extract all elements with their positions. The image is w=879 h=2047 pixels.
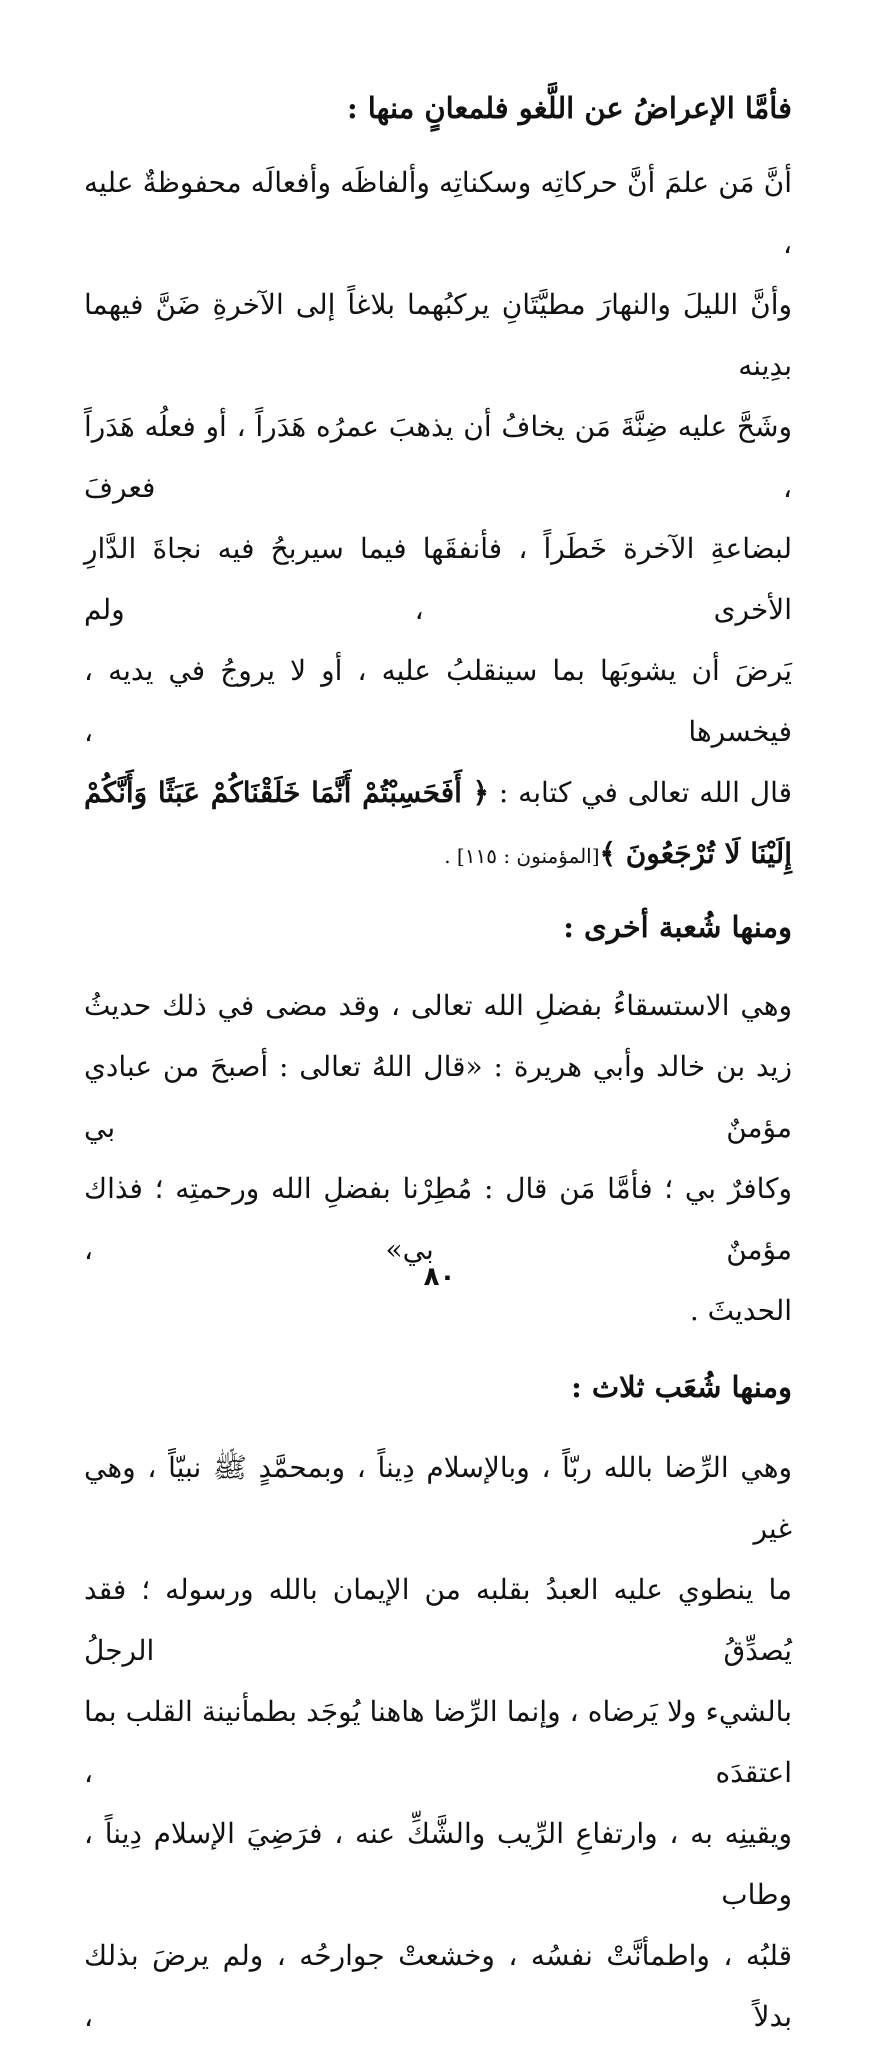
- quran-reference: [المؤمنون : ١١٥] .: [444, 844, 600, 868]
- paragraph-line: أنَّ مَن علمَ أنَّ حركاتِه وسكناتِه وألفاظَه وأفعالَه محفوظةٌ عليه ،: [84, 166, 792, 260]
- paragraph-line: يَرضَ أن يشوبَها بما سينقلبُ عليه ، أو لا يروجُ في يديه ، فيخسرها ،: [84, 654, 792, 748]
- paragraph-line: بالشيء ولا يَرضاه ، وإنما الرِّضا هاهنا يُوجَد بطمأنينة القلب بما اعتقدَه ،: [84, 1695, 792, 1789]
- paragraph-line: وأنَّ الليلَ والنهارَ مطيَّتَانِ يركبُهما بلاغاً إلى الآخرةِ ضَنَّ فيهما بدِينه: [84, 288, 793, 382]
- paragraph-lagho: [84, 152, 792, 887]
- paragraph-line: ويقينِه به ، وارتفاعِ الرِّيب والشَّكِّ عنه ، فرَضِيَ الإسلام دِيناً ، وطاب: [84, 1817, 792, 1911]
- section-heading-istisqa: ومنها شُعبة أخرى :: [563, 910, 792, 944]
- paragraph-line: ما ينطوي عليه العبدُ بقلبه من الإيمان بالله ورسوله ؛ فقد يُصدِّقُ الرجلُ: [84, 1573, 792, 1667]
- page-number: ٨٠: [423, 1262, 456, 1292]
- paragraph-line: الحديثَ .: [689, 1294, 792, 1327]
- paragraph-line: قلبُه ، واطمأنَّتْ نفسُه ، وخشعتْ جوارحُه ، ولم يرضَ بذلك بدلاً ،: [84, 1939, 792, 2033]
- paragraph-rida: [84, 1437, 792, 2047]
- quran-verse: ﴿ أَفَحَسِبْتُمْ أَنَّمَا خَلَقْنَاكُمْ عَبَثًا وَأَنَّكُمْ إِلَيْنَا لَا تُرْجَعُونَ ﴾: [84, 776, 792, 870]
- quran-quote: [84, 762, 792, 887]
- quote-intro: قال الله تعالى في كتابه :: [498, 776, 793, 809]
- paragraph-line: وكافرٌ بي ؛ فأمَّا مَن قال : مُطِرْنا بفضلِ الله ورحمتِه ؛ فذاك مؤمنٌ بي» ،: [84, 1172, 792, 1266]
- paragraph-line: زيد بن خالد وأبي هريرة : «قال اللهُ تعالى : أصبحَ من عبادي مؤمنٌ بي: [84, 1050, 792, 1144]
- page-body: [84, 88, 792, 2047]
- section-heading-rida: ومنها شُعَب ثلاث :: [571, 1370, 792, 1404]
- section-heading-lagho: فأمَّا الإعراضُ عن اللَّغو فلمعانٍ منها :: [346, 91, 792, 125]
- paragraph-line: وشَحَّ عليه ضِنَّةَ مَن يخافُ أن يذهبَ عمرُه هَدَراً ، أو فعلُه هَدَراً ، فعرفَ: [84, 410, 792, 504]
- paragraph-line: وهي الاستسقاءُ بفضلِ الله تعالى ، وقد مضى في ذلك حديثُ: [84, 989, 793, 1022]
- paragraph-line: وهي الرِّضا بالله ربّاً ، وبالإسلام دِيناً ، وبمحمَّدٍ ﷺ نبيّاً ، وهي غير: [84, 1451, 792, 1545]
- paragraph-line: لبضاعةِ الآخرة خَطَراً ، فأنفقَها فيما سيربحُ فيه نجاةَ الدَّارِ الأخرى ، ولم: [84, 532, 792, 626]
